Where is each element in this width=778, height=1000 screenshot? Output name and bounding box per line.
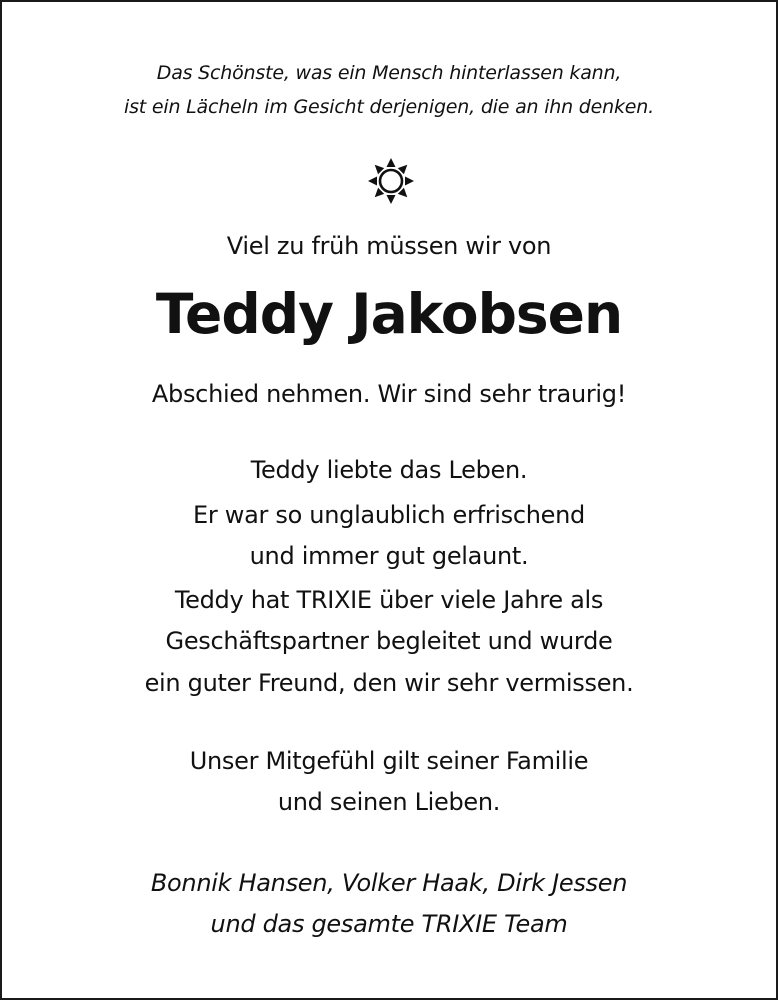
tribute-line-5: Geschäftspartner begleitet und wurde [165, 627, 613, 655]
condolence-line-1: Unser Mitgefühl gilt seiner Familie [189, 747, 589, 775]
condolence-line-2: und seinen Lieben. [277, 788, 501, 816]
signature-line-2: und das gesamte TRIXIE Team [210, 910, 568, 938]
tribute-line-3: und immer gut gelaunt. [249, 542, 529, 570]
quote-line-2: ist ein Lächeln im Gesicht derjenigen, die an ihn denken. [124, 96, 654, 118]
tribute-line-1: Teddy liebte das Leben. [250, 456, 528, 484]
signature-line-1: Bonnik Hansen, Volker Haak, Dirk Jessen [150, 869, 628, 897]
deceased-name: Teddy Jakobsen [155, 282, 623, 346]
tribute-line-4: Teddy hat TRIXIE über viele Jahre als [174, 586, 604, 614]
tribute-line-2: Er war so unglaublich erfrischend [193, 501, 585, 529]
intro-line: Viel zu früh müssen wir von [226, 232, 552, 260]
sun-icon [366, 156, 416, 206]
quote-line-1: Das Schönste, was ein Mensch hinterlassen kann, [156, 62, 622, 84]
tribute-line-6: ein guter Freund, den wir sehr vermissen. [144, 669, 634, 697]
farewell-line: Abschied nehmen. Wir sind sehr traurig! [151, 380, 627, 408]
